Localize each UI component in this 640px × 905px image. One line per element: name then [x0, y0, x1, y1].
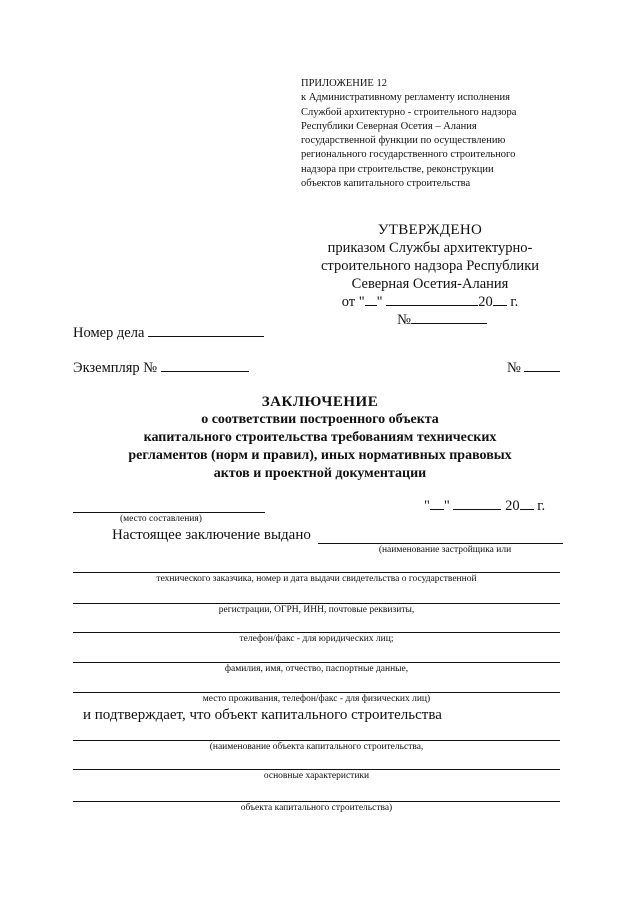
doc-number-field[interactable]	[524, 359, 560, 372]
issued-field[interactable]	[73, 662, 560, 663]
doc-number-row	[507, 359, 560, 377]
approval-number-line	[300, 311, 560, 329]
heading-line: о соответствии построенного объекта	[201, 412, 439, 427]
case-number-field[interactable]	[148, 324, 264, 337]
approval-year-field[interactable]	[493, 293, 507, 306]
issued-field[interactable]	[73, 632, 560, 633]
issued-caption: место проживания, телефон/факс - для физических лиц)	[202, 694, 431, 704]
confirms-label: и подтверждает, что объект капитального строительства	[83, 707, 442, 723]
copy-number-label: Экземпляр №	[73, 360, 158, 376]
case-number-row	[73, 324, 264, 342]
approval-date-quote: "	[376, 294, 383, 310]
object-caption: (наименование объекта капитального строительства,	[209, 742, 424, 752]
approval-year-suffix: г.	[510, 294, 519, 310]
approval-line: приказом Службы архитектурно-	[327, 240, 533, 256]
approval-title: УТВЕРЖДЕНО	[377, 222, 483, 238]
approval-day-field[interactable]	[365, 293, 377, 306]
issued-label: Настоящее заключение выдано	[112, 527, 311, 543]
issued-field[interactable]	[318, 543, 563, 544]
issued-caption: регистрации, ОГРН, ИНН, почтовые реквизиты,	[218, 605, 415, 615]
date-day-field[interactable]	[430, 497, 444, 510]
appendix-line: к Административному регламенту исполнения	[301, 92, 510, 104]
place-caption: (место составления)	[120, 514, 202, 524]
issued-caption: (наименование застройщика или	[378, 545, 512, 555]
object-field[interactable]	[73, 740, 560, 741]
approval-month-field[interactable]	[386, 293, 478, 306]
appendix-line: регионального государственного строительного	[301, 149, 516, 161]
copy-number-field[interactable]	[161, 359, 249, 372]
issued-caption: фамилия, имя, отчество, паспортные данные,	[224, 664, 409, 674]
issued-field[interactable]	[73, 603, 560, 604]
approval-date-line	[300, 293, 560, 311]
heading-line: актов и проектной документации	[213, 466, 427, 481]
date-year-prefix: 20	[505, 498, 520, 514]
appendix-line: ПРИЛОЖЕНИЕ 12	[301, 78, 387, 89]
issued-field[interactable]	[73, 692, 560, 693]
issued-caption: телефон/факс - для юридических лиц;	[239, 634, 394, 644]
appendix-line: Республики Северная Осетия – Алания	[301, 120, 477, 132]
place-field[interactable]	[73, 512, 265, 513]
appendix-line: объектов капитального строительства	[301, 178, 471, 190]
approval-line: строительного надзора Республики	[321, 258, 539, 274]
approval-number-label: №	[397, 312, 411, 328]
date-month-field[interactable]	[453, 497, 501, 510]
conclusion-title: ЗАКЛЮЧЕНИЕ	[261, 394, 379, 410]
approval-number-field[interactable]	[411, 311, 487, 324]
doc-number-label: №	[507, 360, 521, 376]
object-caption: объекта капитального строительства)	[240, 803, 393, 813]
object-field[interactable]	[73, 769, 560, 770]
object-caption: основные характеристики	[263, 771, 370, 781]
issued-caption: технического заказчика, номер и дата выдачи свидетельства о государственной	[156, 574, 477, 584]
conclusion-heading	[60, 393, 580, 483]
heading-line: регламентов (норм и правил), иных нормативных правовых	[128, 448, 512, 463]
heading-line: капитального строительства требованиям технических	[143, 430, 497, 445]
date-year-field[interactable]	[520, 497, 534, 510]
object-field[interactable]	[73, 801, 560, 802]
approval-line: Северная Осетия-Алания	[351, 276, 509, 292]
date-quote-close: "	[443, 498, 450, 514]
date-year-suffix: г.	[537, 498, 546, 514]
date-quote-open: "	[424, 498, 430, 514]
approval-block	[300, 221, 560, 329]
case-number-label: Номер дела	[73, 325, 145, 341]
appendix-line: государственной функции по осуществлению	[301, 135, 506, 147]
copy-number-row	[73, 359, 249, 377]
issued-field[interactable]	[73, 572, 560, 573]
approval-date-prefix: от "	[341, 294, 365, 310]
appendix-block	[301, 77, 571, 191]
date-field-row	[424, 497, 545, 515]
appendix-line: надзора при строительстве, реконструкции	[301, 163, 494, 175]
approval-year-prefix: 20	[478, 294, 493, 310]
appendix-line: Службой архитектурно - строительного надзора	[301, 106, 517, 118]
